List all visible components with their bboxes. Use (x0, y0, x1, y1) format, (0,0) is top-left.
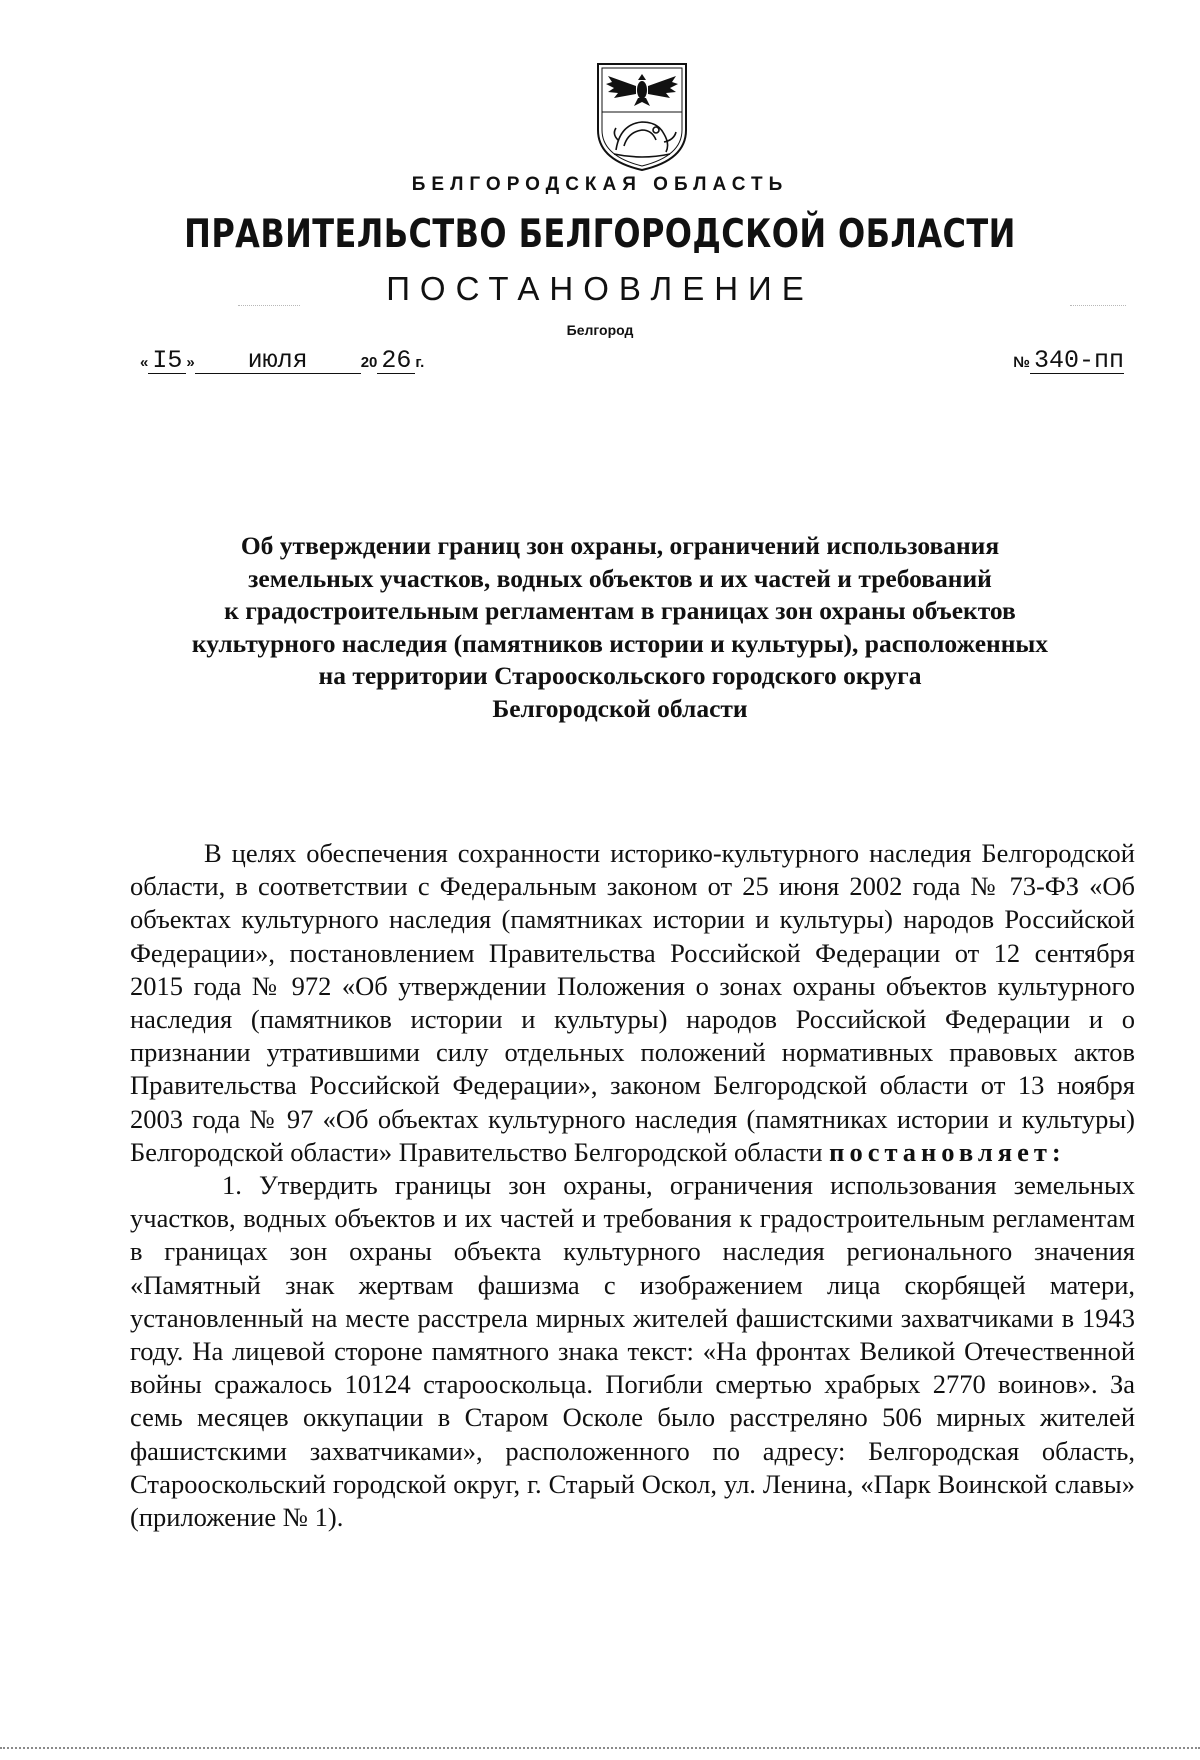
title-line: Об утверждении границ зон охраны, ограничений использования (240, 531, 1000, 560)
title-line: Белгородской области (492, 693, 748, 723)
date-close-quote: » (186, 354, 195, 371)
document-body (130, 837, 1135, 1534)
document-type: ПОСТАНОВЛЕНИЕ (386, 270, 814, 307)
resolves-word: постановляет: (829, 1136, 1066, 1167)
document-number (1013, 346, 1124, 375)
scan-edge-line (0, 1747, 1200, 1749)
item-1-paragraph: 1. Утвердить границы зон охраны, ограничения использования земельных участков, водных объектов и их частей и требования к градостроительным регламентам в границах зон охраны объекта культурного наследия регионального значения «Памятный знак жертвам фашизма с изображением лица скорбящей матери, установленный на месте расстрела мирных жителей фашистскими захватчиками в 1943 году. На лицевой стороне памятного знака текст: «На фронтах Великой Отечественной войны сражалось 10124 старооскольца. Погибли смертью храбрых 2770 воинов». За семь месяцев оккупации в Старом Осколе было расстреляно 506 мирных жителей фашистскими захватчиками», расположенного по адресу: Белгородская область, Старооскольский городской округ, г. Старый Оскол, ул. Ленина, «Парк Воинской славы» (приложение № 1). (130, 1170, 1135, 1533)
date-month: июля (195, 349, 361, 374)
document-date (140, 346, 425, 375)
number-value: 340-пп (1030, 349, 1124, 374)
title-line: земельных участков, водных объектов и их частей и требований (248, 563, 992, 593)
coat-of-arms-icon (594, 60, 690, 174)
date-open-quote: « (140, 354, 149, 371)
scan-artifact-line (1070, 305, 1126, 307)
document-title (100, 530, 1140, 725)
date-suffix: г. (415, 354, 425, 371)
title-line: к градостроительным регламентам в границах зон охраны объектов (224, 596, 1016, 625)
date-day: I5 (148, 349, 186, 374)
number-prefix: № (1013, 354, 1030, 371)
region-name: БЕЛГОРОДСКАЯ ОБЛАСТЬ (411, 174, 789, 195)
preamble-paragraph (130, 837, 1135, 1169)
preamble-text: В целях обеспечения сохранности историко-культурного наследия Белгородской области, в соответствии с Федеральным законом от 25 июня 2002 года № 73-ФЗ «Об объектах культурного наследия (памятниках истории и культуры) народов Российской Федерации», постановлением Правительства Российской Федерации от 12 сентября 2015 года № 972 «Об утверждении Положения о зонах охраны объектов культурного наследия (памятников истории и культуры) народов Российской Федерации и о признании утратившими силу отдельных положений нормативных правовых актов Правительства Российской Федерации», законом Белгородской области от 13 ноября 2003 года № 97 «Об объектах культурного наследия (памятниках истории и культуры) Белгородской области» Правительство Белгородской области (130, 838, 1135, 1167)
government-name: ПРАВИТЕЛЬСТВО БЕЛГОРОДСКОЙ ОБЛАСТИ (184, 212, 1016, 257)
city-name: Белгород (566, 322, 634, 338)
scan-artifact-line (238, 305, 300, 307)
date-century: 20 (360, 354, 378, 371)
title-line: культурного наследия (памятников истории и культуры), расположенных (191, 628, 1049, 658)
title-line: на территории Старооскольского городского округа (318, 661, 922, 690)
date-year: 26 (377, 349, 415, 374)
